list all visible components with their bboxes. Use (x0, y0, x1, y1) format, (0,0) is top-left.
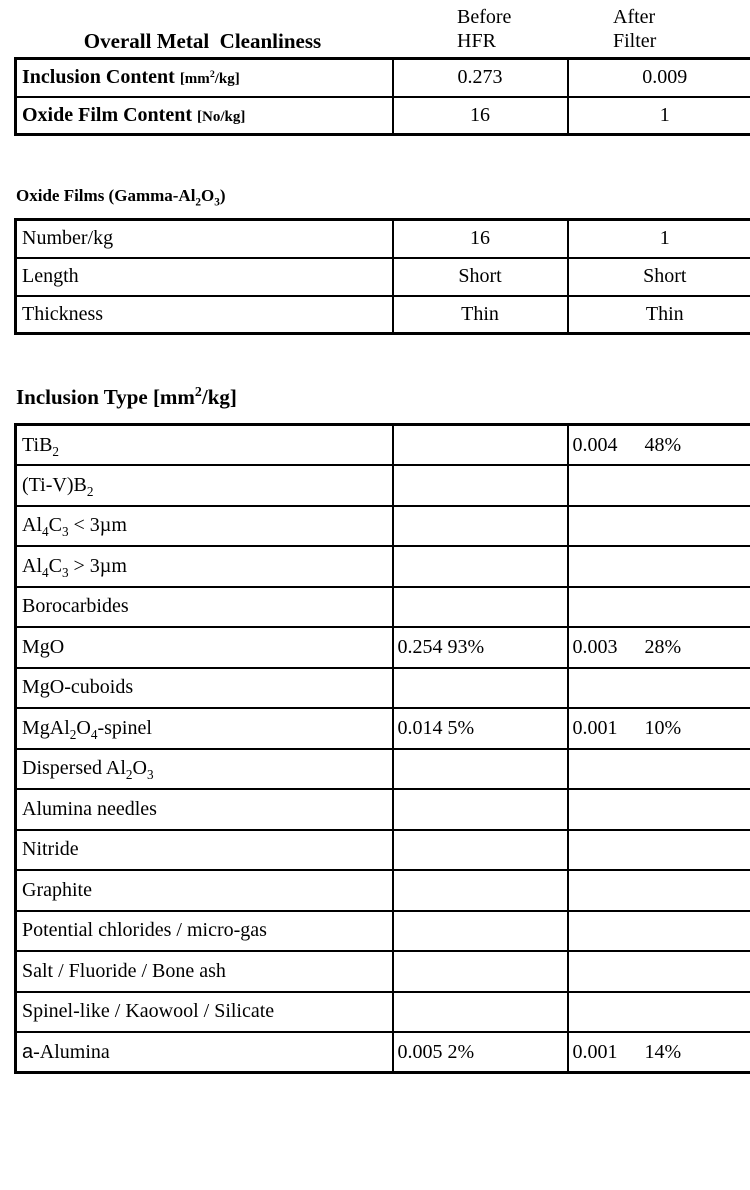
inclusion-percent: 14% (644, 1040, 682, 1063)
after-value (568, 506, 750, 547)
after-value (568, 425, 750, 466)
row-label: a-Alumina (16, 1032, 393, 1073)
after-value: 0.009 (568, 59, 750, 97)
row-label: MgO (16, 627, 393, 668)
before-value (393, 992, 568, 1033)
column-header-before (457, 5, 511, 53)
table-row (16, 708, 750, 749)
row-label: TiB$_2$ (16, 425, 393, 466)
before-value: 16 (393, 220, 568, 258)
row-label: Borocarbides (16, 587, 393, 628)
after-value: 1 (568, 97, 750, 135)
row-label: Length (16, 258, 393, 296)
overall-cleanliness-title: Overall Metal Cleanliness (83, 29, 322, 53)
table-row (16, 425, 750, 466)
before-value (393, 870, 568, 911)
row-label: Inclusion Content $[mm^2/kg]$ (16, 59, 393, 97)
before-value (393, 749, 568, 790)
table-row (16, 830, 750, 871)
row-label: Salt / Fluoride / Bone ash (16, 951, 393, 992)
inclusion-value: 0.005 (397, 1040, 443, 1063)
before-value (393, 465, 568, 506)
before-value (393, 627, 568, 668)
table-row (16, 465, 750, 506)
inclusion-percent: 93% (447, 635, 485, 658)
table-row (16, 587, 750, 628)
before-value (393, 546, 568, 587)
report-header (0, 0, 750, 57)
table-row (16, 789, 750, 830)
oxide-films-title: Oxide Films $(Gamma-Al_2O_3)$ (16, 186, 226, 209)
table-row (16, 870, 750, 911)
before-value (393, 789, 568, 830)
after-value (568, 870, 750, 911)
before-value: 0.273 (393, 59, 568, 97)
oxide-films-table (14, 218, 750, 335)
after-value (568, 627, 750, 668)
table-row (16, 220, 750, 258)
before-value (393, 425, 568, 466)
before-value: Short (393, 258, 568, 296)
inclusion-value: 0.254 (397, 635, 443, 658)
inclusion-percent: 48% (644, 433, 682, 456)
column-header-after-line1: After (613, 6, 656, 28)
before-value (393, 506, 568, 547)
row-label: Oxide Film Content [No/kg] (16, 97, 393, 135)
row-label: Nitride (16, 830, 393, 871)
before-value (393, 668, 568, 709)
inclusion-percent: 5% (447, 716, 475, 739)
table-row (16, 546, 750, 587)
column-header-before-line1: Before (457, 6, 512, 28)
table-row (16, 59, 750, 97)
table-row (16, 506, 750, 547)
before-value: Thin (393, 296, 568, 334)
table-row (16, 97, 750, 135)
before-value (393, 708, 568, 749)
inclusion-percent: 10% (644, 716, 682, 739)
after-value: Thin (568, 296, 750, 334)
row-label: Alumina needles (16, 789, 393, 830)
inclusion-value: 0.014 (397, 716, 443, 739)
row-label: Spinel-like / Kaowool / Silicate (16, 992, 393, 1033)
overall-cleanliness-table (14, 57, 750, 136)
after-value (568, 830, 750, 871)
before-value: 16 (393, 97, 568, 135)
table-row (16, 296, 750, 334)
row-label: Dispersed $Al_2O_3$ (16, 749, 393, 790)
after-value: 1 (568, 220, 750, 258)
inclusion-percent: 2% (447, 1040, 475, 1063)
before-value (393, 951, 568, 992)
inclusion-percent: 28% (644, 635, 682, 658)
after-value (568, 992, 750, 1033)
row-label: Graphite (16, 870, 393, 911)
after-value (568, 708, 750, 749)
row-label: MgO-cuboids (16, 668, 393, 709)
row-label: $MgAl_2O_4$-spinel (16, 708, 393, 749)
row-label: Number/kg (16, 220, 393, 258)
column-header-before-line2: HFR (457, 30, 496, 52)
inclusion-value: 0.004 (572, 433, 618, 456)
inclusion-value: 0.003 (572, 635, 618, 658)
after-value: Short (568, 258, 750, 296)
before-value (393, 1032, 568, 1073)
before-value (393, 911, 568, 952)
row-label: $Al_4C_3 > 3\mu m$ (16, 546, 393, 587)
after-value (568, 465, 750, 506)
row-label: Potential chlorides / micro-gas (16, 911, 393, 952)
after-value (568, 951, 750, 992)
row-unit: $[mm^2/kg]$ (179, 69, 240, 88)
table-row (16, 627, 750, 668)
after-value (568, 911, 750, 952)
before-value (393, 830, 568, 871)
table-row (16, 749, 750, 790)
after-value (568, 546, 750, 587)
table-row (16, 911, 750, 952)
column-header-after (613, 5, 656, 53)
table-row (16, 1032, 750, 1073)
after-value (568, 1032, 750, 1073)
after-value (568, 668, 750, 709)
row-label: $(Ti-V)B_2$ (16, 465, 393, 506)
row-label: $Al_4C_3 < 3\mu m$ (16, 506, 393, 547)
inclusion-type-title: Inclusion Type $[mm^2/kg]$ (16, 384, 237, 409)
table-row (16, 951, 750, 992)
row-unit: [No/kg] (197, 108, 246, 125)
row-label: Thickness (16, 296, 393, 334)
inclusion-value: 0.001 (572, 1040, 618, 1063)
table-row (16, 668, 750, 709)
after-value (568, 587, 750, 628)
table-row (16, 258, 750, 296)
inclusion-type-table (14, 423, 750, 1074)
inclusion-value: 0.001 (572, 716, 618, 739)
before-value (393, 587, 568, 628)
after-value (568, 789, 750, 830)
column-header-after-line2: Filter (613, 30, 657, 52)
after-value (568, 749, 750, 790)
table-row (16, 992, 750, 1033)
